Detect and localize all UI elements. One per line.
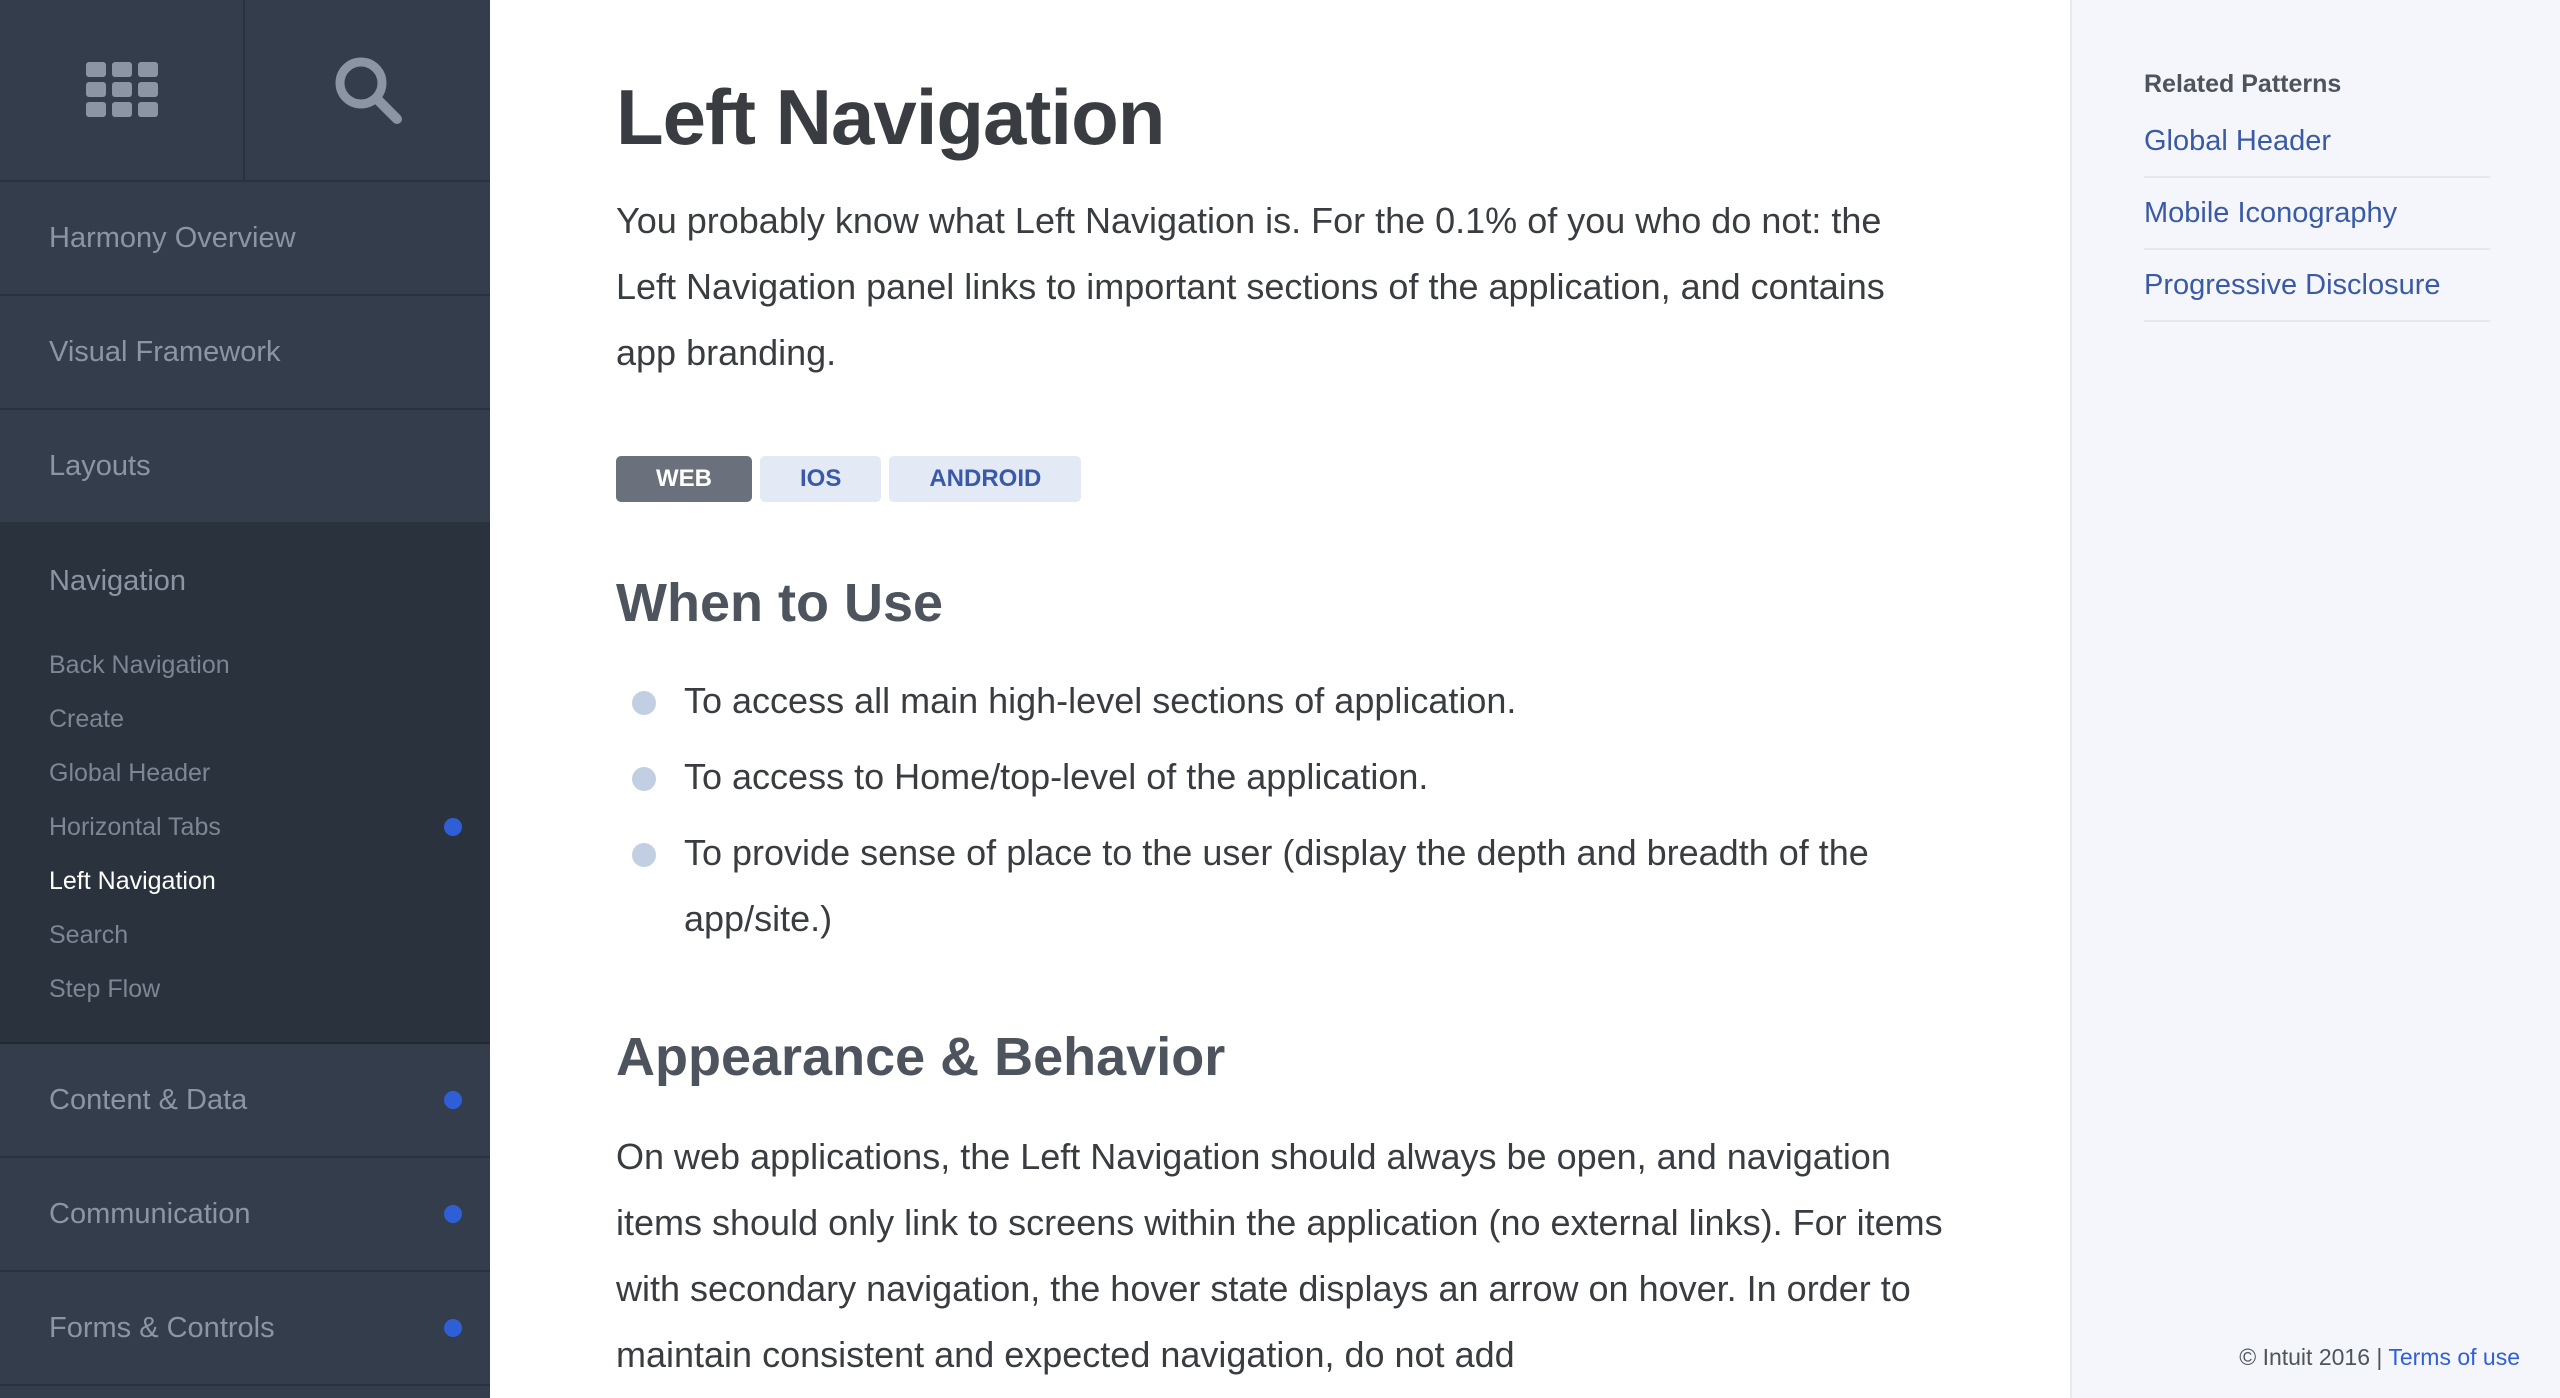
subnav-item-left-navigation[interactable] xyxy=(0,854,490,908)
list-item xyxy=(616,744,1946,810)
subnav-item-step-flow[interactable] xyxy=(0,962,490,1016)
appearance-heading: Appearance & Behavior xyxy=(616,1027,1226,1087)
when-to-use-heading: When to Use xyxy=(616,573,944,633)
subnav-item-label: Search xyxy=(49,920,129,949)
bullet-icon xyxy=(632,843,656,867)
sidebar-item-layouts[interactable] xyxy=(0,410,490,524)
subnav-item-label: Create xyxy=(49,704,125,733)
search-icon xyxy=(333,55,403,125)
sidebar-item-label: Forms & Controls xyxy=(49,1311,275,1344)
new-indicator-dot xyxy=(444,1205,462,1223)
copyright-text: © Intuit 2016 | xyxy=(2239,1344,2389,1370)
subnav-item-search[interactable] xyxy=(0,908,490,962)
subnav-item-create[interactable] xyxy=(0,692,490,746)
tab-web[interactable]: WEB xyxy=(616,456,752,502)
subnav-item-label: Left Navigation xyxy=(49,866,216,895)
bullet-icon xyxy=(632,691,656,715)
list-item-text: To provide sense of place to the user (display the depth and breadth of the app/site.) xyxy=(684,832,1869,939)
new-indicator-dot xyxy=(444,1091,462,1109)
subnav-item-label: Horizontal Tabs xyxy=(49,812,221,841)
sidebar-subnav xyxy=(0,638,490,1016)
sidebar-section-navigation xyxy=(0,524,490,1044)
subnav-item-label: Back Navigation xyxy=(49,650,230,679)
appearance-paragraph: On web applications, the Left Navigation should always be open, and navigation items should only link to screens within the application (no external links). For items with secondary navigation, the hover state displays an arrow on hover. In order to maintain consistent and expected navigation, do not add xyxy=(616,1136,1943,1375)
tab-ios[interactable]: IOS xyxy=(760,456,881,502)
subnav-item-horizontal-tabs[interactable] xyxy=(0,800,490,854)
sidebar-item-label: Harmony Overview xyxy=(49,221,296,254)
sidebar-item-label: Visual Framework xyxy=(49,335,281,368)
subnav-item-back-navigation[interactable] xyxy=(0,638,490,692)
list-item xyxy=(616,668,1946,734)
sidebar-item-label: Content & Data xyxy=(49,1083,248,1116)
sidebar-item-label: Navigation xyxy=(49,564,187,597)
related-link-global-header[interactable]: Global Header xyxy=(2144,106,2490,178)
sidebar-item-navigation[interactable] xyxy=(0,524,490,638)
sidebar-item-visual-framework[interactable] xyxy=(0,296,490,410)
sidebar-item-harmony-overview[interactable] xyxy=(0,182,490,296)
sidebar-item-communication[interactable] xyxy=(0,1158,490,1272)
intro-paragraph: You probably know what Left Navigation is. For the 0.1% of you who do not: the Left Navigation panel links to important sections of the application, and contains app branding. xyxy=(616,200,1885,373)
list-item-text: To access all main high-level sections of application. xyxy=(684,680,1517,721)
page-title: Left Navigation xyxy=(616,73,1165,161)
sidebar-item-label: Layouts xyxy=(49,449,151,482)
terms-of-use-link[interactable]: Terms of use xyxy=(2388,1344,2520,1370)
platform-tabs xyxy=(616,456,1081,502)
sidebar-item-label: Communication xyxy=(49,1197,251,1230)
tab-android[interactable]: ANDROID xyxy=(889,456,1081,502)
subnav-item-global-header[interactable] xyxy=(0,746,490,800)
sidebar-item-content-data[interactable] xyxy=(0,1044,490,1158)
apps-grid-button[interactable] xyxy=(0,0,245,180)
list-item xyxy=(616,820,1946,952)
main-content xyxy=(490,0,2070,1398)
search-button[interactable] xyxy=(245,0,490,180)
bullet-icon xyxy=(632,767,656,791)
sidebar-top-bar xyxy=(0,0,490,182)
related-link-progressive-disclosure[interactable]: Progressive Disclosure xyxy=(2144,250,2490,322)
list-item-text: To access to Home/top-level of the application. xyxy=(684,756,1429,797)
sidebar-item-forms-controls[interactable] xyxy=(0,1272,490,1386)
subnav-item-label: Step Flow xyxy=(49,974,161,1003)
grid-icon xyxy=(86,62,158,118)
left-navigation xyxy=(0,0,490,1398)
new-indicator-dot xyxy=(444,818,462,836)
footer xyxy=(2239,1344,2520,1371)
related-patterns-panel xyxy=(2070,0,2560,1398)
related-link-mobile-iconography[interactable]: Mobile Iconography xyxy=(2144,178,2490,250)
subnav-item-label: Global Header xyxy=(49,758,211,787)
new-indicator-dot xyxy=(444,1319,462,1337)
related-patterns-title: Related Patterns xyxy=(2144,70,2342,98)
when-to-use-list xyxy=(616,668,1946,962)
related-patterns-list xyxy=(2144,106,2490,322)
